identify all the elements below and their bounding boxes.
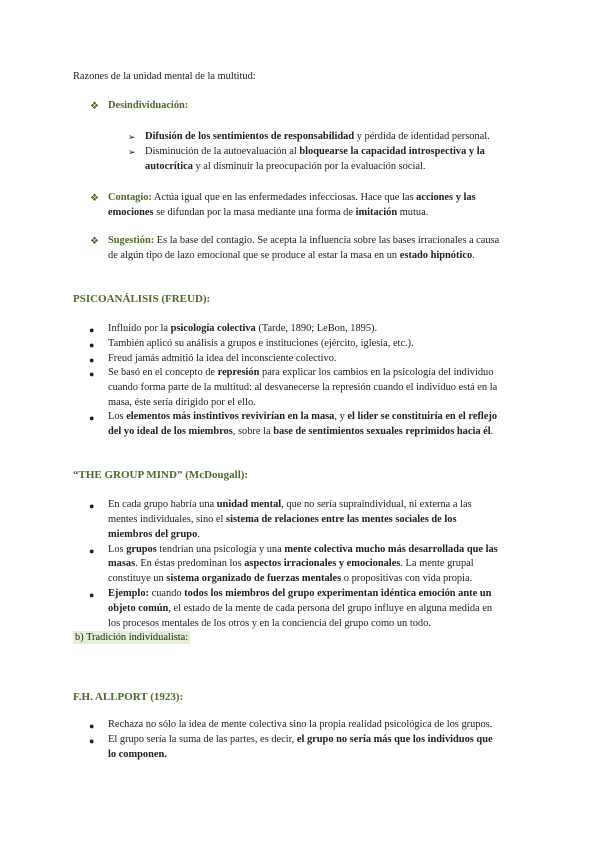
tradicion-highlight: b) Tradición individualista: [75,632,189,643]
text-run: mente colectiva mucho más desarrollada que las [284,544,498,555]
mcdougall-heading: “THE GROUP MIND” (McDougall): [73,469,249,481]
text-run: Influido por la [108,323,171,334]
text-run: miembros del grupo [108,529,198,540]
text-run: psicología colectiva [170,323,256,334]
text-run: elementos más instintivos revivirían en la masa [126,411,335,422]
list-item-line [108,337,414,352]
list-item-line [108,425,493,440]
text-run: Los [108,411,127,422]
text-run: imitación [355,207,398,218]
list-item-line [108,572,472,587]
list-item-line [108,748,167,763]
list-item-line [108,396,256,411]
text-run: , que no sería supraindividual, ni externa a las [281,499,472,510]
text-run: lo componen. [108,749,167,760]
list-item-line [108,498,472,513]
text-run: Sugestión: [108,235,155,246]
text-run: cuando [148,588,185,599]
text-run: Los [108,544,127,555]
text-run: Ejemplo: [108,588,149,599]
tradicion-heading [73,631,190,646]
text-run: o propositivas con vida propia. [341,573,473,584]
text-run: , sobre la [232,426,274,437]
list-item-line [108,410,497,425]
sugestion-line-1 [108,234,499,249]
bullet-dot-icon: ● [89,369,95,379]
bullet-dot-icon: ● [89,501,95,511]
text-run: grupos [126,544,157,555]
text-run: mutua. [397,207,429,218]
list-item-line [108,733,493,748]
intro-text: Razones de la unidad mental de la multitud: [73,71,256,82]
text-run: . [197,529,200,540]
text-run: se difundan por la masa mediante una forma de [153,207,356,218]
text-run: . En éstas predominan los [135,558,245,569]
text-run: Rechaza no sólo la idea de mente colectiva sino la propia realidad psicológica de los grupos. [108,719,493,730]
desind-item-1 [145,130,490,145]
bullet-dot-icon: ● [89,413,95,423]
freud-heading: PSICOANÁLISIS (FREUD): [73,293,211,305]
text-run: de algún tipo de lazo emocional que se produce al estar la masa en un [108,250,400,261]
text-run: bloquearse la capacidad introspectiva y la [299,146,485,157]
text-run: mentes individuales, sino el [108,514,227,525]
text-run: constituye un [108,573,167,584]
arrow-bullet-icon: ➢ [128,148,136,158]
bullet-dot-icon: ● [89,325,95,335]
text-run: y pérdida de identidad personal. [354,131,490,142]
contagio-line-2 [108,206,428,221]
text-run: los procesos mentales de los otros y en la conciencia del grupo como un todo. [108,618,431,629]
text-run: para explicar los cambios en la psicología del individuo [259,367,494,378]
list-item-line [108,322,377,337]
text-run: Se basó en el concepto de [108,367,218,378]
bullet-dot-icon: ● [89,736,95,746]
allport-heading: F.H. ALLPORT (1923): [73,691,184,703]
text-run: autocrítica [145,161,193,172]
text-run: En cada grupo habría una [108,499,217,510]
list-item-line [108,366,493,381]
text-run: del yo ideal de los miembros [108,426,233,437]
bullet-dot-icon: ● [89,590,95,600]
text-run: estado hipnótico [399,250,473,261]
text-run: masas [108,558,136,569]
text-run: (Tarde, 1890; LeBon, 1895). [255,323,378,334]
list-item-line [108,352,337,367]
list-item-line [108,543,498,558]
text-run: todos los miembros del grupo experimentan idéntica emoción ante un [184,588,492,599]
diamond-bullet-icon: ❖ [90,193,99,204]
text-run: Difusión de los sentimientos de responsabilidad [145,131,355,142]
bullet-dot-icon: ● [89,546,95,556]
list-item-line [108,617,431,632]
arrow-bullet-icon: ➢ [128,133,136,143]
text-run: , el estado de la mente de cada persona del grupo influye en alguna medida en [168,603,493,614]
text-run: acciones y las [416,192,476,203]
text-run: emociones [108,207,154,218]
text-run: y al disminuir la preocupación por la evaluación social. [192,161,426,172]
bullet-dot-icon: ● [89,355,95,365]
text-run: unidad mental [216,499,282,510]
list-item-line [108,718,492,733]
text-run: El grupo sería la suma de las partes, es decir, [108,734,297,745]
contagio-line-1 [108,191,476,206]
list-item-line [108,513,457,528]
text-run: aspectos irracionales y emocionales [244,558,401,569]
bullet-dot-icon: ● [89,721,95,731]
text-run: Disminución de la autoevaluación al [145,146,300,157]
desindividuacion-label: Desindividuación: [108,100,189,111]
list-item-line [108,528,200,543]
list-item-line [108,557,474,572]
text-run: . La mente grupal [400,558,474,569]
diamond-bullet-icon: ❖ [90,236,99,247]
text-run: . [472,250,475,261]
text-run: el grupo no sería más que los individuos que [296,734,493,745]
list-item-line [108,587,491,602]
text-run: Freud jamás admitió la idea del inconsciente colectivo. [108,353,337,364]
text-run: sistema de relaciones entre las mentes sociales de los [226,514,457,525]
text-run: Actúa igual que en las enfermedades infecciosas. Hace que las [151,192,417,203]
text-run: represión [217,367,260,378]
text-run: el líder se constituiría en el reflejo [347,411,498,422]
text-run: sistema organizado de fuerzas mentales [166,573,342,584]
text-run: Es la base del contagio. Se acepta la influencia sobre las bases irracionales a causa [154,235,500,246]
bullet-dot-icon: ● [89,340,95,350]
text-run: objeto común [108,603,169,614]
text-run: base de sentimientos sexuales reprimidos hacia él [273,426,491,437]
text-run: , y [334,411,348,422]
text-run: cuando forma parte de la multitud: al desvanecerse la represión cuando el individuo está en la [108,382,498,393]
text-run: . [490,426,494,437]
text-run: También aplicó su análisis a grupos e instituciones (ejército, iglesia, etc.). [108,338,414,349]
sugestion-line-2 [108,249,475,264]
list-item-line [108,602,492,617]
text-run: Contagio: [108,192,152,203]
text-run: masa, éste sería dirigido por el ello. [108,397,256,408]
diamond-bullet-icon: ❖ [90,101,99,112]
desind-item-2-cont [145,160,425,175]
list-item-line [108,381,497,396]
desind-item-2 [145,145,485,160]
text-run: tendrían una psicología y una [156,544,285,555]
